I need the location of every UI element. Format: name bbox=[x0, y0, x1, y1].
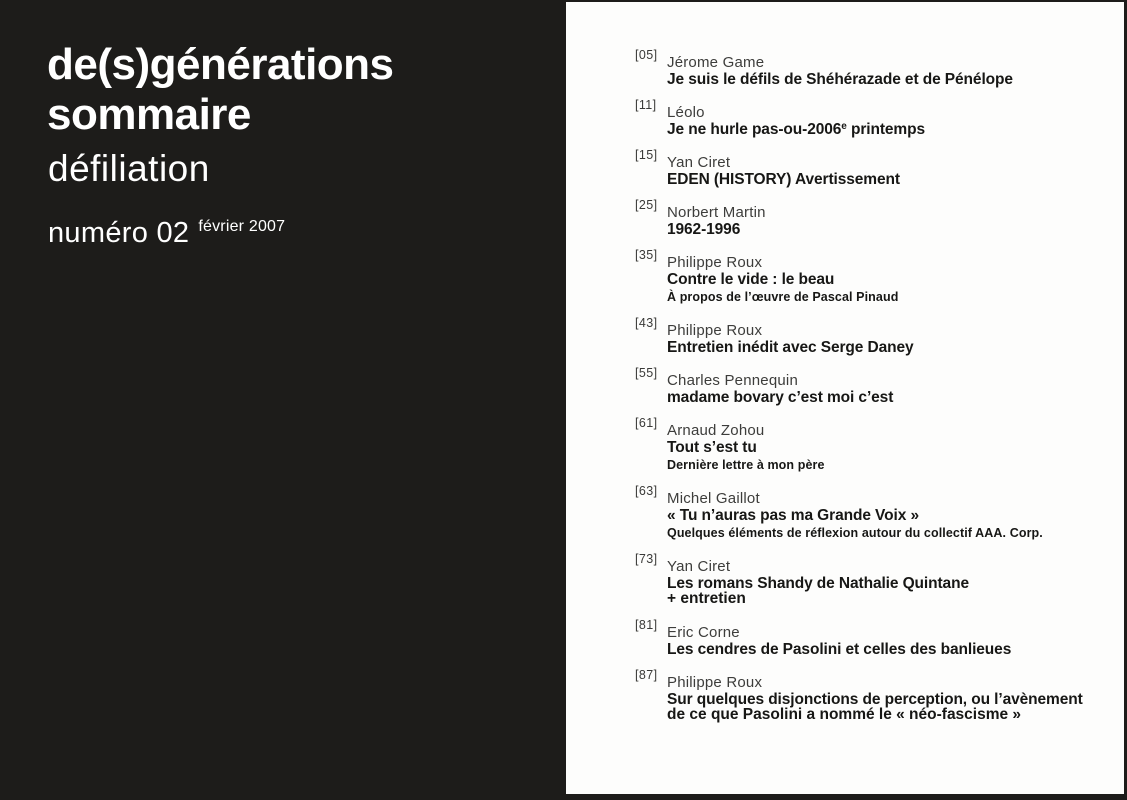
toc-list bbox=[635, 48, 1105, 734]
toc-entry-subtitle: Dernière lettre à mon père bbox=[667, 458, 825, 472]
toc-entry-pages: [43] bbox=[635, 316, 658, 330]
toc-entry bbox=[635, 316, 1105, 355]
issue-number-label: numéro 02 bbox=[48, 217, 190, 249]
toc-entry-author: Charles Pennequin bbox=[667, 372, 798, 389]
toc-entry-pages: [81] bbox=[635, 618, 658, 632]
toc-entry bbox=[635, 484, 1105, 541]
toc-entry-author: Philippe Roux bbox=[667, 254, 763, 271]
toc-entry bbox=[635, 552, 1105, 607]
toc-entry-author: Arnaud Zohou bbox=[667, 422, 765, 439]
toc-entry-pages: [55] bbox=[635, 366, 658, 380]
toc-entry bbox=[635, 198, 1105, 237]
toc-entry-author: Léolo bbox=[667, 104, 705, 121]
toc-entry-author: Norbert Martin bbox=[667, 204, 766, 221]
toc-entry bbox=[635, 618, 1105, 657]
toc-entry-pages: [25] bbox=[635, 198, 658, 212]
toc-entry bbox=[635, 48, 1105, 87]
toc-entry bbox=[635, 248, 1105, 305]
toc-entry-title-line2: de ce que Pasolini a nommé le « néo-fascisme » bbox=[667, 706, 1022, 723]
toc-entry-pages: [87] bbox=[635, 668, 658, 682]
toc-entry bbox=[635, 366, 1105, 405]
toc-entry-title: Entretien inédit avec Serge Daney bbox=[667, 339, 914, 356]
toc-entry bbox=[635, 148, 1105, 187]
toc-entry-pages: [05] bbox=[635, 48, 658, 62]
toc-entry-author: Philippe Roux bbox=[667, 322, 763, 339]
toc-entry-pages: [63] bbox=[635, 484, 658, 498]
journal-title-line1: de(s)générations bbox=[47, 40, 394, 89]
toc-entry-title: Je ne hurle pas-ou-2006e printemps bbox=[667, 121, 925, 138]
toc-entry-author: Yan Ciret bbox=[667, 154, 731, 171]
issue-date: février 2007 bbox=[198, 218, 286, 235]
toc-entry-title: Les cendres de Pasolini et celles des banlieues bbox=[667, 641, 1012, 658]
toc-entry-subtitle: Quelques éléments de réflexion autour du collectif AAA. Corp. bbox=[667, 526, 1043, 540]
toc-entry-author: Philippe Roux bbox=[667, 674, 763, 691]
toc-entry-subtitle: À propos de l’œuvre de Pascal Pinaud bbox=[667, 290, 899, 304]
contents-page bbox=[566, 2, 1124, 794]
toc-entry-title: Sur quelques disjonctions de perception, ou l’avènement bbox=[667, 691, 1083, 708]
toc-entry-title: madame bovary c’est moi c’est bbox=[667, 389, 894, 406]
toc-entry-pages: [61] bbox=[635, 416, 658, 430]
toc-entry-author: Jérome Game bbox=[667, 54, 765, 71]
toc-entry-title: Tout s’est tu bbox=[667, 439, 757, 456]
toc-entry-title: Contre le vide : le beau bbox=[667, 271, 835, 288]
toc-entry-pages: [15] bbox=[635, 148, 658, 162]
toc-entry bbox=[635, 416, 1105, 473]
toc-entry-author: Eric Corne bbox=[667, 624, 740, 641]
superscript-e: e bbox=[841, 121, 847, 132]
issue-theme: défiliation bbox=[48, 148, 210, 189]
toc-entry-author: Yan Ciret bbox=[667, 558, 731, 575]
toc-entry-pages: [35] bbox=[635, 248, 658, 262]
toc-entry bbox=[635, 98, 1105, 137]
toc-entry-author: Michel Gaillot bbox=[667, 490, 760, 507]
toc-entry-pages: [11] bbox=[635, 98, 657, 112]
issue-number bbox=[48, 217, 285, 250]
toc-entry-title: EDEN (HISTORY) Avertissement bbox=[667, 171, 900, 188]
journal-title-line2: sommaire bbox=[47, 90, 251, 139]
toc-entry-title: Je suis le défils de Shéhérazade et de Pénélope bbox=[667, 71, 1013, 88]
toc-entry-pages: [73] bbox=[635, 552, 658, 566]
journal-title bbox=[47, 40, 394, 140]
toc-entry-title-line2: + entretien bbox=[667, 590, 746, 607]
toc-entry bbox=[635, 668, 1105, 723]
toc-entry-title: 1962-1996 bbox=[667, 221, 741, 238]
toc-entry-title: « Tu n’auras pas ma Grande Voix » bbox=[667, 507, 919, 524]
toc-entry-title: Les romans Shandy de Nathalie Quintane bbox=[667, 575, 969, 592]
